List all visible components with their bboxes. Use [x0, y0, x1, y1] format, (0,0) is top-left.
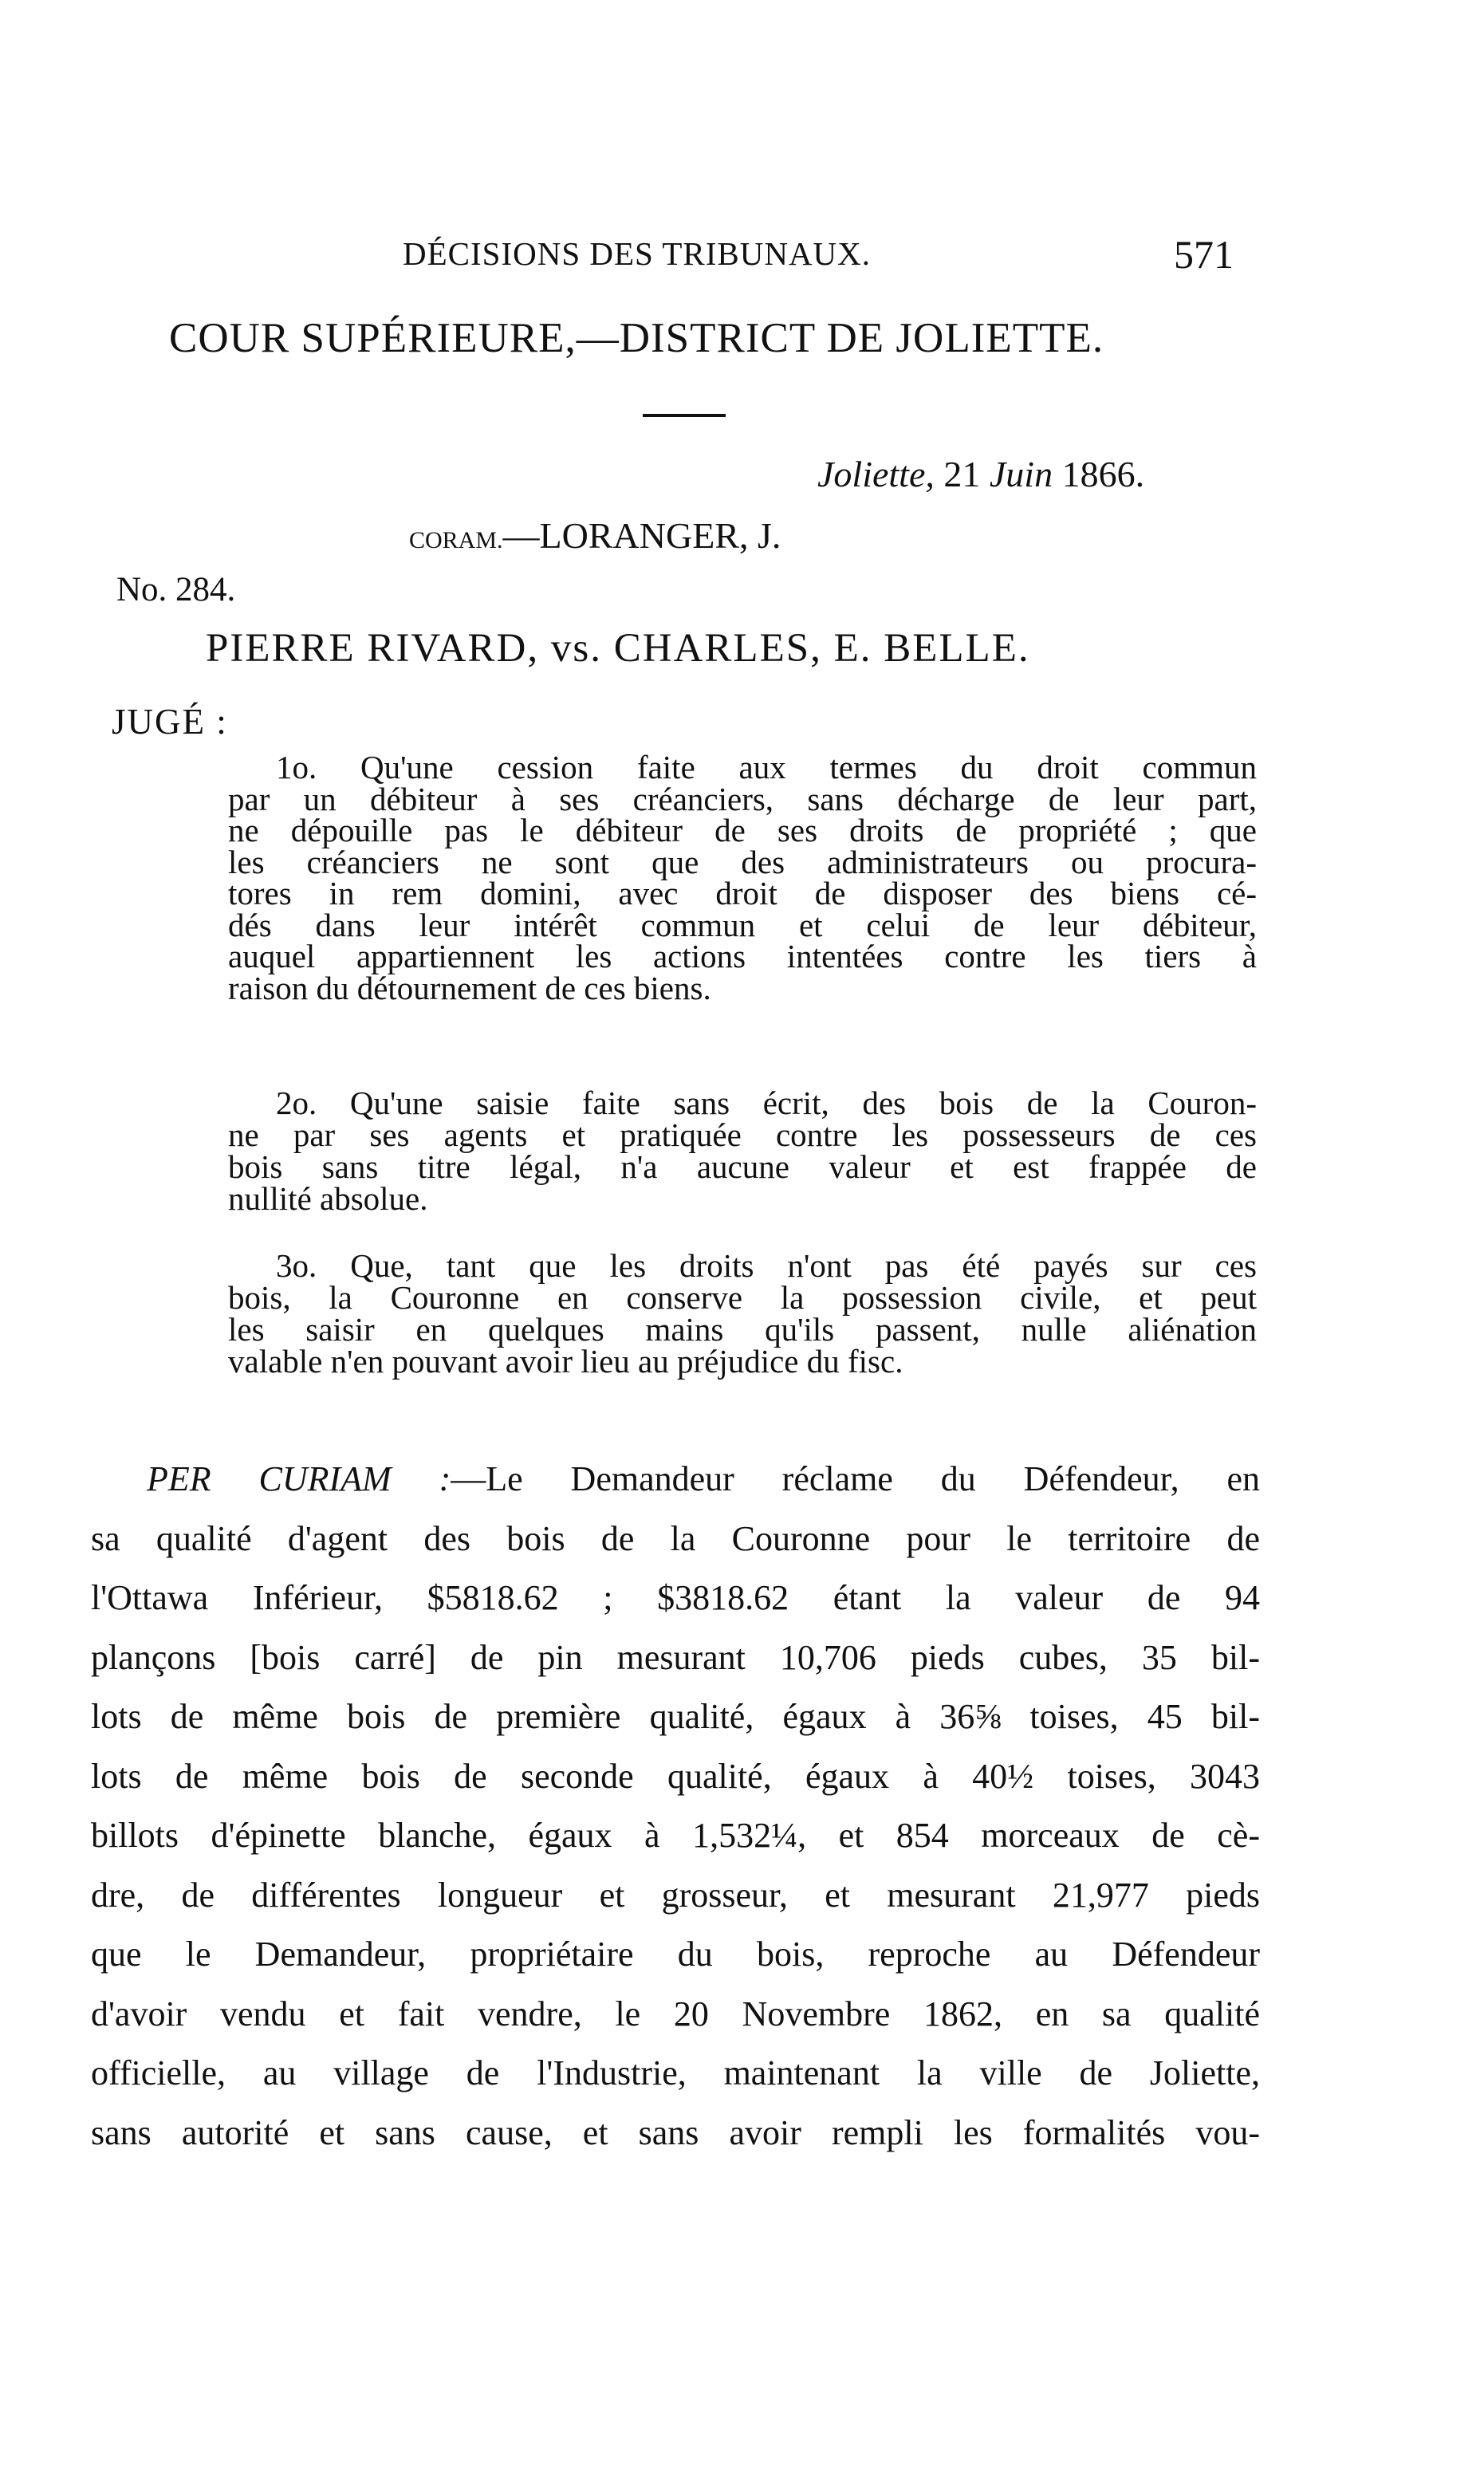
- holding-line: 2o. Qu'une saisie faite sans écrit, des bois de la Couron-: [276, 1085, 1257, 1121]
- holding-line: les créanciers ne sont que des administrateurs ou procura-: [228, 843, 1257, 880]
- body-line: sans autorité et sans cause, et sans avoir rempli les formalités vou-: [91, 2112, 1260, 2152]
- body-line: l'Ottawa Inférieur, $5818.62 ; $3818.62 étant la valeur de 94: [91, 1578, 1260, 1617]
- holding-line: raison du détournement de ces biens.: [228, 969, 711, 1006]
- body-line: plançons [bois carré] de pin mesurant 10,706 pieds cubes, 35 bil-: [91, 1637, 1260, 1677]
- per-curiam-first-line: —Le Demandeur réclame du Défendeur, en: [451, 1459, 1260, 1498]
- holding-line: les saisir en quelques mains qu'ils passent, nulle aliénation: [228, 1311, 1257, 1348]
- date-line: [817, 453, 1144, 495]
- date-place: Joliette,: [817, 454, 935, 494]
- page-number: 571: [1174, 232, 1234, 277]
- body-line: dre, de différentes longueur et grosseur, et mesurant 21,977 pieds: [91, 1875, 1260, 1915]
- holding-line: bois sans titre légal, n'a aucune valeur et est frappée de: [228, 1148, 1257, 1185]
- body-line: officielle, au village de l'Industrie, maintenant la ville de Joliette,: [91, 2053, 1260, 2092]
- holding-line: tores in rem domini, avec droit de disposer des biens cé-: [228, 875, 1257, 911]
- case-parties: PIERRE RIVARD, vs. CHARLES, E. BELLE.: [206, 626, 1030, 671]
- body-line: sa qualité d'agent des bois de la Couronne pour le territoire de: [91, 1518, 1260, 1558]
- coram-label: CORAM.: [409, 527, 503, 553]
- holding-line: 3o. Que, tant que les droits n'ont pas été payés sur ces: [276, 1247, 1257, 1284]
- coram-judge: —LORANGER, J.: [502, 515, 781, 556]
- body-line: lots de même bois de seconde qualité, égaux à 40½ toises, 3043: [91, 1756, 1260, 1796]
- date-day: 21: [943, 454, 981, 494]
- holding-line: ne par ses agents et pratiquée contre les possesseurs de ces: [228, 1116, 1257, 1153]
- case-number: No. 284.: [116, 571, 236, 608]
- date-month: Juin: [989, 454, 1053, 494]
- body-line: billots d'épinette blanche, égaux à 1,532¼, et 854 morceaux de cè-: [91, 1816, 1260, 1855]
- date-year: 1866.: [1061, 454, 1145, 494]
- title-rule: [643, 414, 726, 417]
- holding-1: [228, 749, 1257, 1006]
- juge-label: JUGÉ :: [112, 702, 228, 742]
- holding-line: nullité absolue.: [228, 1180, 428, 1217]
- holding-line: 1o. Qu'une cession faite aux termes du droit commun: [276, 749, 1257, 785]
- holding-line: dés dans leur intérêt commun et celui de leur débiteur,: [228, 906, 1257, 943]
- holding-2: [228, 1085, 1257, 1217]
- body-line: d'avoir vendu et fait vendre, le 20 Novembre 1862, en sa qualité: [91, 1994, 1260, 2033]
- body-line: lots de même bois de première qualité, égaux à 36⅝ toises, 45 bil-: [91, 1697, 1260, 1736]
- body-line: [91, 1450, 1260, 1510]
- per-curiam-label: PER CURIAM :: [147, 1459, 451, 1498]
- holding-line: ne dépouille pas le débiteur de ses droits de propriété ; que: [228, 812, 1257, 848]
- coram-line: [409, 514, 781, 557]
- holding-line: par un débiteur à ses créanciers, sans décharge de leur part,: [228, 780, 1257, 817]
- holding-line: auquel appartiennent les actions intentées contre les tiers à: [228, 938, 1257, 974]
- holding-line: bois, la Couronne en conserve la possession civile, et peut: [228, 1279, 1257, 1316]
- running-title: DÉCISIONS DES TRIBUNAUX.: [403, 235, 872, 272]
- court-title: COUR SUPÉRIEURE,—DISTRICT DE JOLIETTE.: [169, 315, 1104, 361]
- holding-line: valable n'en pouvant avoir lieu au préjudice du fisc.: [228, 1343, 903, 1380]
- holding-3: [228, 1247, 1257, 1380]
- body-line: que le Demandeur, propriétaire du bois, reproche au Défendeur: [91, 1935, 1260, 1974]
- per-curiam-body: [91, 1450, 1260, 2163]
